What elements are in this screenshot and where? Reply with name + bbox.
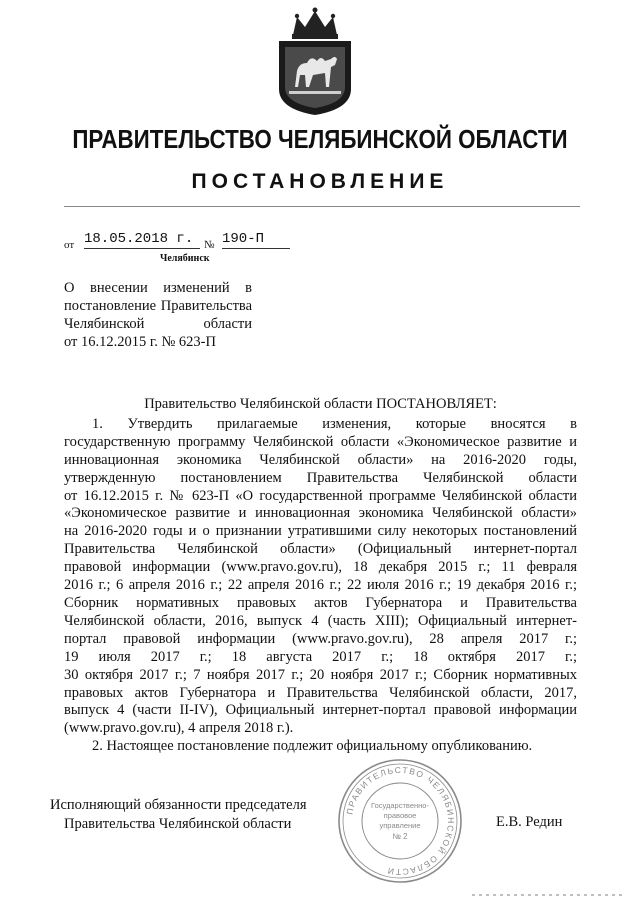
body-line: выпуск 4 (части II-IV), Официальный интернет-портал правовой информации xyxy=(64,702,577,719)
subject-line: от 16.12.2015 г. № 623-П xyxy=(64,334,216,350)
body-line: Правительства Челябинской области» (Официальный интернет-портал xyxy=(64,541,577,558)
body-line: 2016 г.; 6 апреля 2016 г.; 22 апреля 2016 г.; 22 июля 2016 г.; 19 декабря 2016 г.; xyxy=(64,577,577,594)
body-line: Сборник нормативных правовых актов Губернатора и Правительства xyxy=(64,594,577,611)
header-divider xyxy=(64,206,580,207)
body-line: 30 октября 2017 г.; 7 ноября 2017 г.; 20 ноября 2017 г.; Сборник нормативных xyxy=(64,666,577,683)
signatory-position xyxy=(50,796,307,834)
document-body xyxy=(64,396,577,756)
document-date: 18.05.2018 г. xyxy=(84,232,200,249)
body-line: портал правовой информации (www.pravo.gov.ru), 28 апреля 2017 г.; xyxy=(64,630,577,647)
stamp-inner-text: правовое xyxy=(383,811,417,820)
stamp-inner-text: Государственно- xyxy=(371,801,429,810)
document-subject xyxy=(64,279,252,351)
document-type-title: ПОСТАНОВЛЕНИЕ xyxy=(191,170,449,193)
subject-line: О внесении изменений в xyxy=(64,280,252,296)
stamp-ring-text: ПРАВИТЕЛЬСТВО ЧЕЛЯБИНСКОЙ ОБЛАСТИ xyxy=(344,764,457,878)
body-line: 19 июля 2017 г.; 18 августа 2017 г.; 18 октября 2017 г.; xyxy=(64,648,577,665)
body-line: 1. Утвердить прилагаемые изменения, которые вносятся в xyxy=(92,415,577,432)
body-line: на 2016-2020 годы и о признании утратившими силу некоторых постановлений xyxy=(64,523,577,540)
body-line: инновационная экономика Челябинской области» на 2016-2020 годы, xyxy=(64,451,577,468)
body-line: государственную программу Челябинской области «Экономическое развитие и xyxy=(64,433,577,450)
document-meta xyxy=(64,229,364,269)
position-line: Правительства Челябинской области xyxy=(64,816,292,832)
stamp-inner-text: № 2 xyxy=(392,832,408,841)
position-line: Исполняющий обязанности председателя xyxy=(50,797,307,813)
scan-artifact-dots xyxy=(472,893,622,897)
paragraph-publication: 2. Настоящее постановление подлежит официальному опубликованию. xyxy=(92,738,533,755)
resolution-lead: Правительство Челябинской области ПОСТАНОВЛЯЕТ: xyxy=(144,396,497,412)
date-label: от xyxy=(64,239,75,251)
document-number: 190-П xyxy=(222,232,290,249)
subject-line: постановление Правительства xyxy=(64,298,252,314)
official-stamp xyxy=(335,756,465,886)
body-line: (www.pravo.gov.ru), 4 апреля 2018 г.). xyxy=(64,720,294,737)
coat-of-arms-emblem xyxy=(271,5,359,117)
issue-city: Челябинск xyxy=(160,253,210,264)
body-line: «Экономическое развитие и инновационная экономика Челябинской области» xyxy=(64,505,577,522)
stamp-inner-text: управление xyxy=(379,821,421,830)
subject-line: Челябинской области xyxy=(64,316,252,332)
body-line: от 16.12.2015 г. № 623-П «О государственной программе Челябинской области xyxy=(64,487,577,504)
signatory-name: Е.В. Редин xyxy=(496,814,563,830)
number-label: № xyxy=(204,239,215,251)
body-line: правовых актов Губернатора и Правительства Челябинской области, 2017, xyxy=(64,684,577,701)
body-line: Челябинской области, 2016, выпуск 4 (часть XIII); Официальный интернет- xyxy=(64,612,577,629)
body-line: утвержденную постановлением Правительства Челябинской области xyxy=(64,469,577,486)
body-line: правовой информации (www.pravo.gov.ru), 18 декабря 2015 г.; 11 февраля xyxy=(64,559,577,576)
government-title: ПРАВИТЕЛЬСТВО ЧЕЛЯБИНСКОЙ ОБЛАСТИ xyxy=(72,124,568,154)
